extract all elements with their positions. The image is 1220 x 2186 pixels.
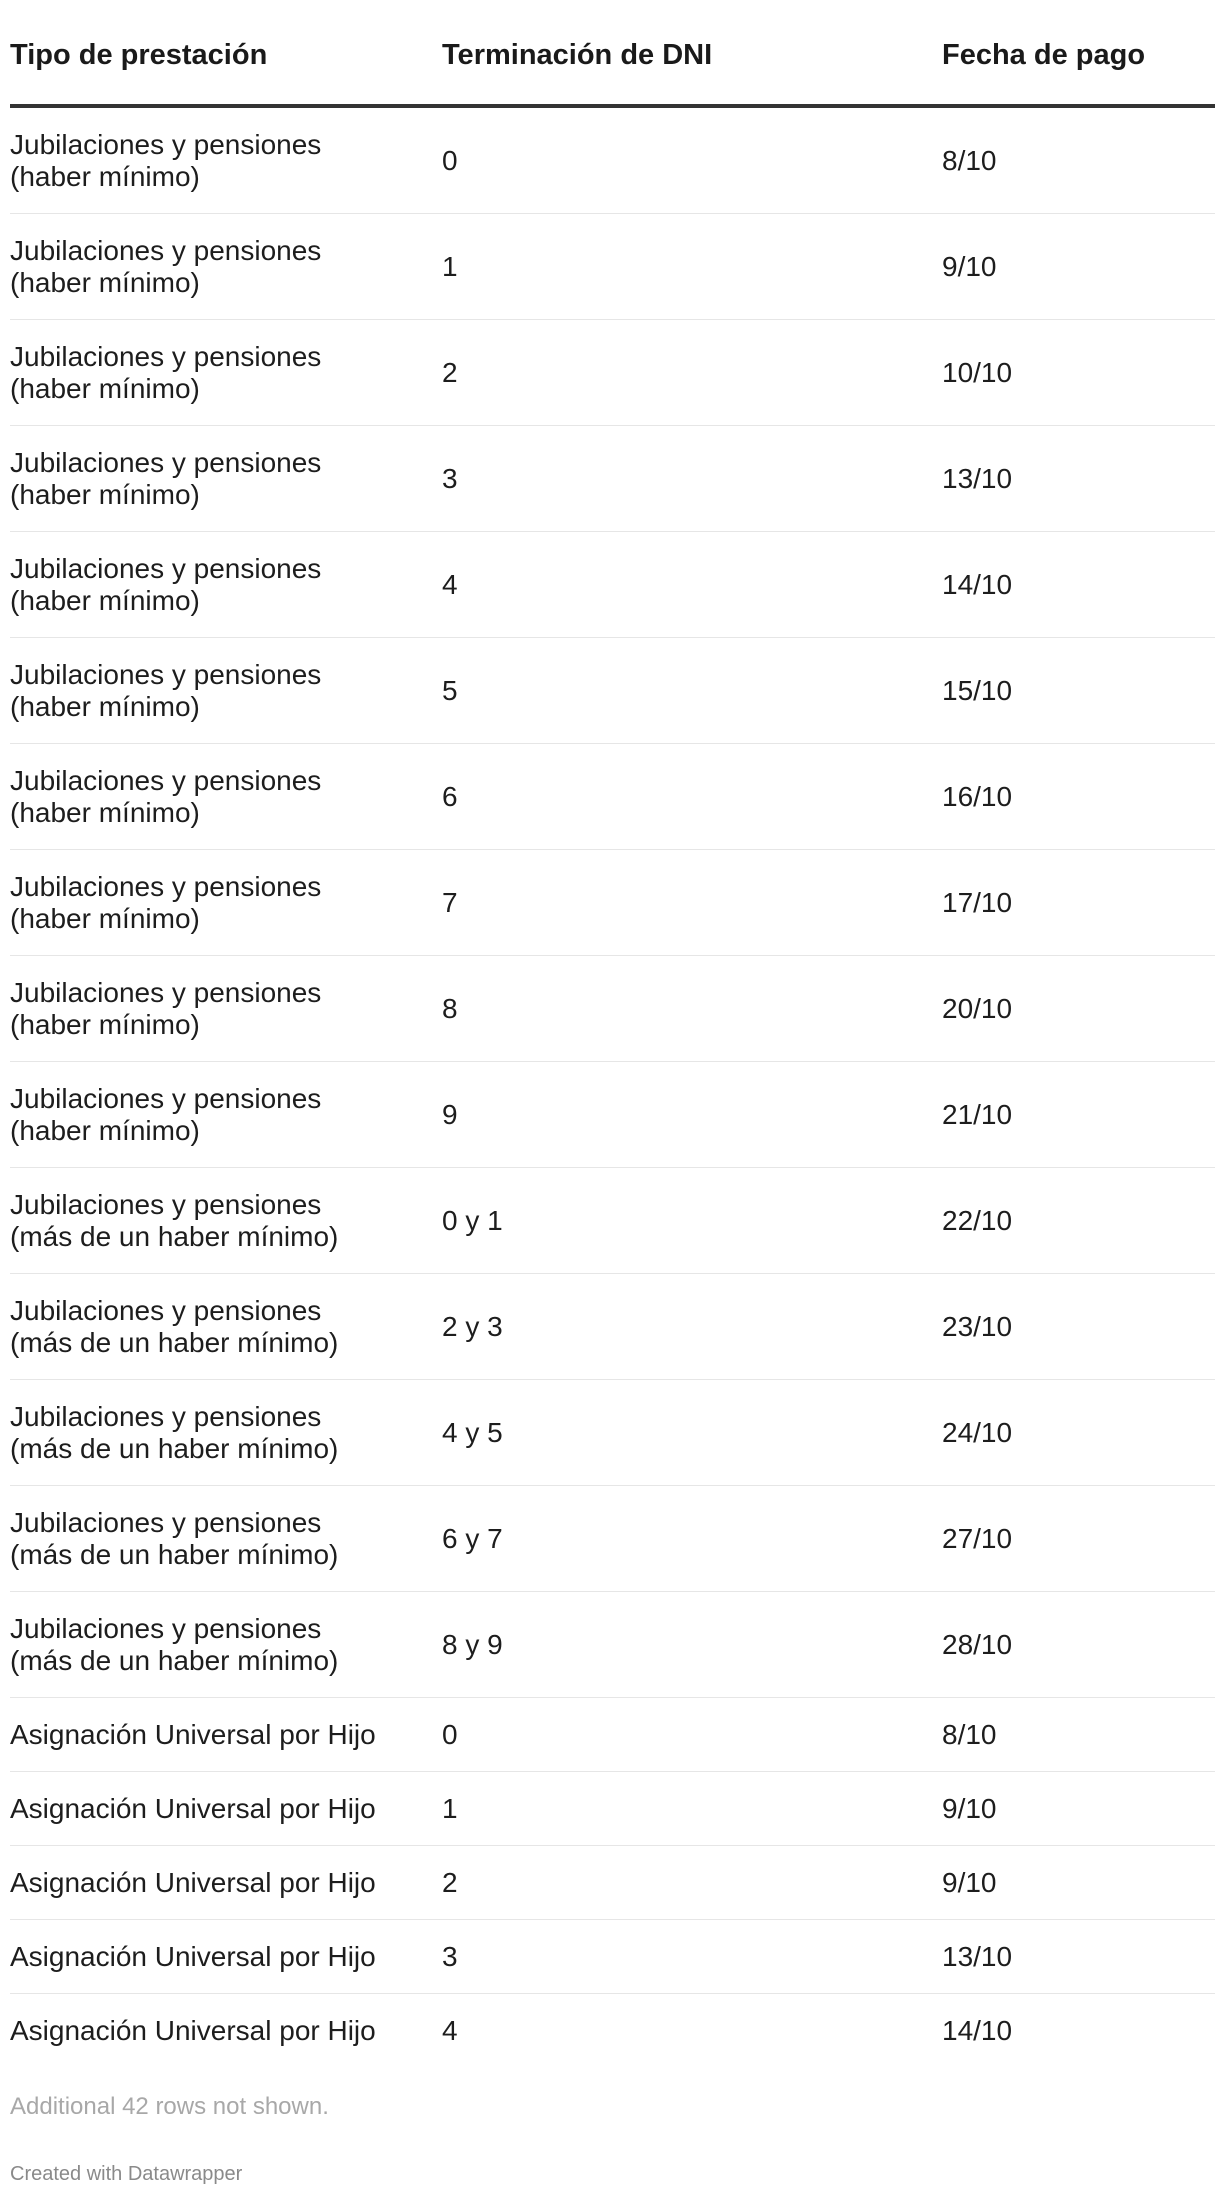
cell-tipo: Jubilaciones y pensiones (haber mínimo) <box>10 426 442 532</box>
cell-dni: 1 <box>442 214 942 320</box>
cell-dni: 2 y 3 <box>442 1274 942 1380</box>
table-row <box>10 1772 1215 1846</box>
table-row <box>10 426 1215 532</box>
table-row <box>10 1698 1215 1772</box>
cell-tipo: Jubilaciones y pensiones (haber mínimo) <box>10 320 442 426</box>
cell-dni: 1 <box>442 1772 942 1846</box>
datawrapper-credit[interactable]: Created with Datawrapper <box>10 2163 243 2185</box>
cell-fecha: 8/10 <box>942 106 1215 214</box>
cell-fecha: 9/10 <box>942 1772 1215 1846</box>
cell-dni: 5 <box>442 638 942 744</box>
cell-tipo: Jubilaciones y pensiones (más de un haber mínimo) <box>10 1380 442 1486</box>
cell-dni: 6 y 7 <box>442 1486 942 1592</box>
table-row <box>10 744 1215 850</box>
cell-fecha: 24/10 <box>942 1380 1215 1486</box>
cell-tipo: Asignación Universal por Hijo <box>10 1698 442 1772</box>
cell-dni: 0 y 1 <box>442 1168 942 1274</box>
table-row <box>10 1592 1215 1698</box>
cell-dni: 4 <box>442 2014 458 2046</box>
rows-not-shown-note: Additional 42 rows not shown. <box>10 2093 329 2120</box>
table-row <box>10 532 1215 638</box>
cell-fecha: 13/10 <box>942 426 1215 532</box>
column-header-fecha[interactable]: Fecha de pago <box>942 0 1215 106</box>
cell-fecha: 9/10 <box>942 214 1215 320</box>
cell-tipo: Jubilaciones y pensiones (haber mínimo) <box>10 956 442 1062</box>
cell-fecha: 14/10 <box>942 532 1215 638</box>
cell-fecha: 27/10 <box>942 1486 1215 1592</box>
cell-dni: 4 y 5 <box>442 1380 942 1486</box>
cell-dni: 0 <box>442 1698 942 1772</box>
table-row <box>10 1274 1215 1380</box>
cell-dni: 3 <box>442 426 942 532</box>
cell-tipo: Jubilaciones y pensiones (haber mínimo) <box>10 638 442 744</box>
cell-dni: 6 <box>442 744 942 850</box>
table-body <box>10 106 1215 2067</box>
table-container <box>10 0 1220 2186</box>
cell-tipo: Asignación Universal por Hijo <box>10 2014 376 2046</box>
cell-dni: 9 <box>442 1062 942 1168</box>
table-row <box>10 1994 1215 2068</box>
table-row <box>10 956 1215 1062</box>
cell-dni: 2 <box>442 1846 942 1920</box>
cell-fecha: 20/10 <box>942 956 1215 1062</box>
cell-dni: 0 <box>442 106 942 214</box>
cell-tipo: Jubilaciones y pensiones (más de un haber mínimo) <box>10 1592 442 1698</box>
cell-fecha: 15/10 <box>942 638 1215 744</box>
table-row <box>10 320 1215 426</box>
cell-fecha: 21/10 <box>942 1062 1215 1168</box>
table-row <box>10 106 1215 214</box>
table-header-row <box>10 0 1215 106</box>
cell-tipo: Asignación Universal por Hijo <box>10 1846 442 1920</box>
table-row <box>10 1486 1215 1592</box>
cell-fecha: 10/10 <box>942 320 1215 426</box>
cell-fecha: 28/10 <box>942 1592 1215 1698</box>
table-row <box>10 214 1215 320</box>
cell-dni: 8 <box>442 956 942 1062</box>
cell-tipo: Jubilaciones y pensiones (más de un haber mínimo) <box>10 1486 442 1592</box>
cell-fecha: 23/10 <box>942 1274 1215 1380</box>
cell-tipo: Jubilaciones y pensiones (haber mínimo) <box>10 106 442 214</box>
cell-fecha: 22/10 <box>942 1168 1215 1274</box>
table-row <box>10 1920 1215 1994</box>
cell-tipo: Jubilaciones y pensiones (más de un haber mínimo) <box>10 1168 442 1274</box>
cell-dni: 7 <box>442 850 942 956</box>
cell-dni: 2 <box>442 320 942 426</box>
payment-schedule-table <box>10 0 1215 2067</box>
table-row <box>10 1168 1215 1274</box>
cell-tipo: Jubilaciones y pensiones (haber mínimo) <box>10 532 442 638</box>
table-row <box>10 850 1215 956</box>
cell-fecha: 16/10 <box>942 744 1215 850</box>
cell-tipo: Jubilaciones y pensiones (haber mínimo) <box>10 214 442 320</box>
table-row <box>10 638 1215 744</box>
cell-tipo: Jubilaciones y pensiones (más de un haber mínimo) <box>10 1274 442 1380</box>
cell-fecha: 13/10 <box>942 1920 1215 1994</box>
cell-tipo: Jubilaciones y pensiones (haber mínimo) <box>10 744 442 850</box>
cell-dni: 8 y 9 <box>442 1592 942 1698</box>
table-row <box>10 1380 1215 1486</box>
cell-fecha: 9/10 <box>942 1846 1215 1920</box>
table-row <box>10 1846 1215 1920</box>
cell-tipo: Jubilaciones y pensiones (haber mínimo) <box>10 850 442 956</box>
cell-tipo: Jubilaciones y pensiones (haber mínimo) <box>10 1062 442 1168</box>
column-header-tipo[interactable]: Tipo de prestación <box>10 0 442 106</box>
cell-dni: 4 <box>442 532 942 638</box>
cell-dni: 3 <box>442 1920 942 1994</box>
cell-tipo: Asignación Universal por Hijo <box>10 1920 442 1994</box>
column-header-dni[interactable]: Terminación de DNI <box>442 0 942 106</box>
table-row <box>10 1062 1215 1168</box>
cell-fecha: 14/10 <box>942 2014 1013 2046</box>
cell-fecha: 17/10 <box>942 850 1215 956</box>
cell-tipo: Asignación Universal por Hijo <box>10 1772 442 1846</box>
cell-fecha: 8/10 <box>942 1698 1215 1772</box>
